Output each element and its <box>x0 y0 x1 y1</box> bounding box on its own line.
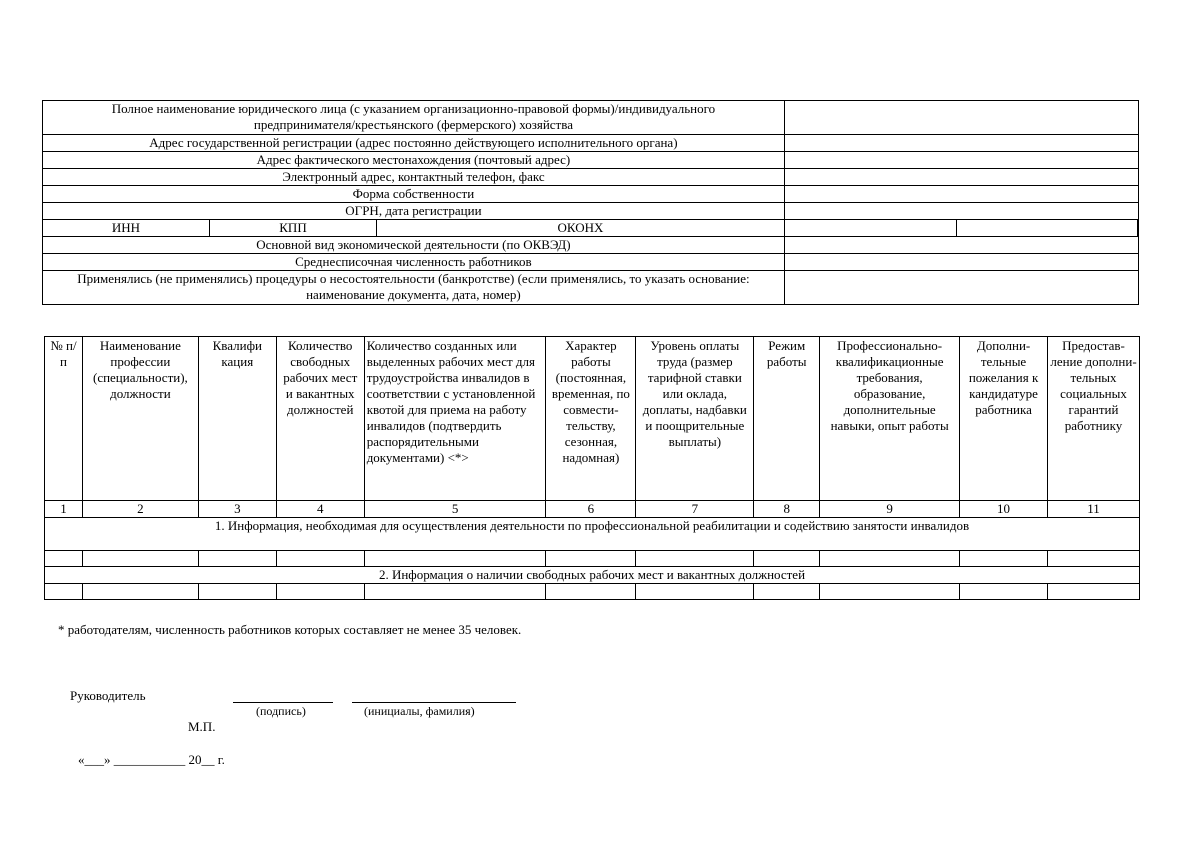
vacancy-table <box>44 336 1140 600</box>
info-value-okonh[interactable] <box>1137 220 1138 237</box>
section-2-title: 2. Информация о наличии свободных рабочих мест и вакантных должностей <box>45 567 1140 584</box>
info-label-ownership: Форма собственности <box>43 186 785 203</box>
cell[interactable] <box>198 584 276 600</box>
col-number: 3 <box>198 501 276 518</box>
signature-line[interactable] <box>233 690 333 703</box>
cell[interactable] <box>960 551 1048 567</box>
col-number: 4 <box>276 501 364 518</box>
date-line: «___» ___________ 20__ г. <box>78 752 225 767</box>
cell[interactable] <box>198 551 276 567</box>
table-row[interactable] <box>45 551 1140 567</box>
info-value-reg-address[interactable] <box>784 135 1138 152</box>
cell[interactable] <box>546 584 636 600</box>
name-line[interactable] <box>352 690 516 703</box>
cell[interactable] <box>1048 551 1140 567</box>
info-label-okonh: ОКОНХ <box>377 220 785 237</box>
col-header-schedule: Режим работы <box>754 337 820 501</box>
info-value-actual-address[interactable] <box>784 152 1138 169</box>
cell[interactable] <box>82 551 198 567</box>
cell[interactable] <box>364 584 546 600</box>
col-header-quota-places: Количество созданных или выделенных рабочих мест для трудоустройства инвалидов в соответствии с установленной квотой для приема на работу инвалидов (подтвердить распорядительными документами) <*> <box>364 337 546 501</box>
col-header-free-places: Количество свободных рабочих мест и вакантных должностей <box>276 337 364 501</box>
info-label-full-name: Полное наименование юридического лица (с указанием организационно-правовой формы)/индивидуального предпринимателя/крестьянского (фермерского) хозяйства <box>43 101 785 135</box>
info-label-actual-address: Адрес фактического местонахождения (почтовый адрес) <box>43 152 785 169</box>
col-number: 10 <box>960 501 1048 518</box>
cell[interactable] <box>1048 584 1140 600</box>
col-number: 5 <box>364 501 546 518</box>
cell[interactable] <box>45 551 83 567</box>
name-caption: (инициалы, фамилия) <box>364 704 475 718</box>
signature-caption: (подпись) <box>256 704 306 718</box>
col-number: 7 <box>636 501 754 518</box>
section-1-title: 1. Информация, необходимая для осуществления деятельности по профессиональной реабилитации и содействию занятости инвалидов <box>45 518 1140 551</box>
info-label-ogrn: ОГРН, дата регистрации <box>43 203 785 220</box>
cell[interactable] <box>820 584 960 600</box>
col-header-number: № п/п <box>45 337 83 501</box>
cell[interactable] <box>276 584 364 600</box>
info-value-headcount[interactable] <box>784 254 1138 271</box>
col-header-wishes: Дополни- тельные пожелания к кандидатуре работника <box>960 337 1048 501</box>
col-header-requirements: Профессионально- квалификационные требования, образование, дополнительные навыки, опыт работы <box>820 337 960 501</box>
info-value-inn[interactable] <box>784 220 956 237</box>
info-label-reg-address: Адрес государственной регистрации (адрес постоянно действующего исполнительного органа) <box>43 135 785 152</box>
cell[interactable] <box>636 551 754 567</box>
info-value-full-name[interactable] <box>784 101 1138 135</box>
info-label-bankruptcy: Применялись (не применялись) процедуры о несостоятельности (банкротстве) (если применялись, то указать основание: наименование документа, дата, номер) <box>43 271 785 305</box>
info-value-ownership[interactable] <box>784 186 1138 203</box>
cell[interactable] <box>276 551 364 567</box>
stamp-label: М.П. <box>188 719 216 734</box>
col-header-profession: Наименование профессии (специальности), должности <box>82 337 198 501</box>
col-number: 1 <box>45 501 83 518</box>
cell[interactable] <box>820 551 960 567</box>
info-value-bankruptcy[interactable] <box>784 271 1138 305</box>
col-number: 11 <box>1048 501 1140 518</box>
col-number: 2 <box>82 501 198 518</box>
cell[interactable] <box>636 584 754 600</box>
cell[interactable] <box>754 551 820 567</box>
info-value-kpp[interactable] <box>956 220 1137 237</box>
info-value-contacts[interactable] <box>784 169 1138 186</box>
col-header-pay-level: Уровень оплаты труда (размер тарифной ставки или оклада, доплаты, надбавки и поощрительные выплаты) <box>636 337 754 501</box>
col-header-guarantees: Предостав- ление дополни- тельных социальных гарантий работнику <box>1048 337 1140 501</box>
col-header-work-type: Характер работы (постоянная, временная, по совмести- тельству, сезонная, надомная) <box>546 337 636 501</box>
cell[interactable] <box>364 551 546 567</box>
info-value-okved[interactable] <box>784 237 1138 254</box>
cell[interactable] <box>546 551 636 567</box>
info-label-kpp: КПП <box>210 220 377 237</box>
column-number-row <box>45 501 1140 518</box>
table-row[interactable] <box>45 584 1140 600</box>
cell[interactable] <box>45 584 83 600</box>
col-number: 9 <box>820 501 960 518</box>
cell[interactable] <box>754 584 820 600</box>
info-label-headcount: Среднесписочная численность работников <box>43 254 785 271</box>
info-value-ogrn[interactable] <box>784 203 1138 220</box>
col-header-qualification: Квалифи кация <box>198 337 276 501</box>
col-number: 6 <box>546 501 636 518</box>
col-number: 8 <box>754 501 820 518</box>
info-label-okved: Основной вид экономической деятельности (по ОКВЭД) <box>43 237 785 254</box>
footnote: * работодателям, численность работников которых составляет не менее 35 человек. <box>58 622 522 637</box>
cell[interactable] <box>960 584 1048 600</box>
info-label-contacts: Электронный адрес, контактный телефон, факс <box>43 169 785 186</box>
cell[interactable] <box>82 584 198 600</box>
signature-role: Руководитель <box>70 688 146 703</box>
info-label-inn: ИНН <box>43 220 210 237</box>
organization-info-table <box>42 100 1139 305</box>
